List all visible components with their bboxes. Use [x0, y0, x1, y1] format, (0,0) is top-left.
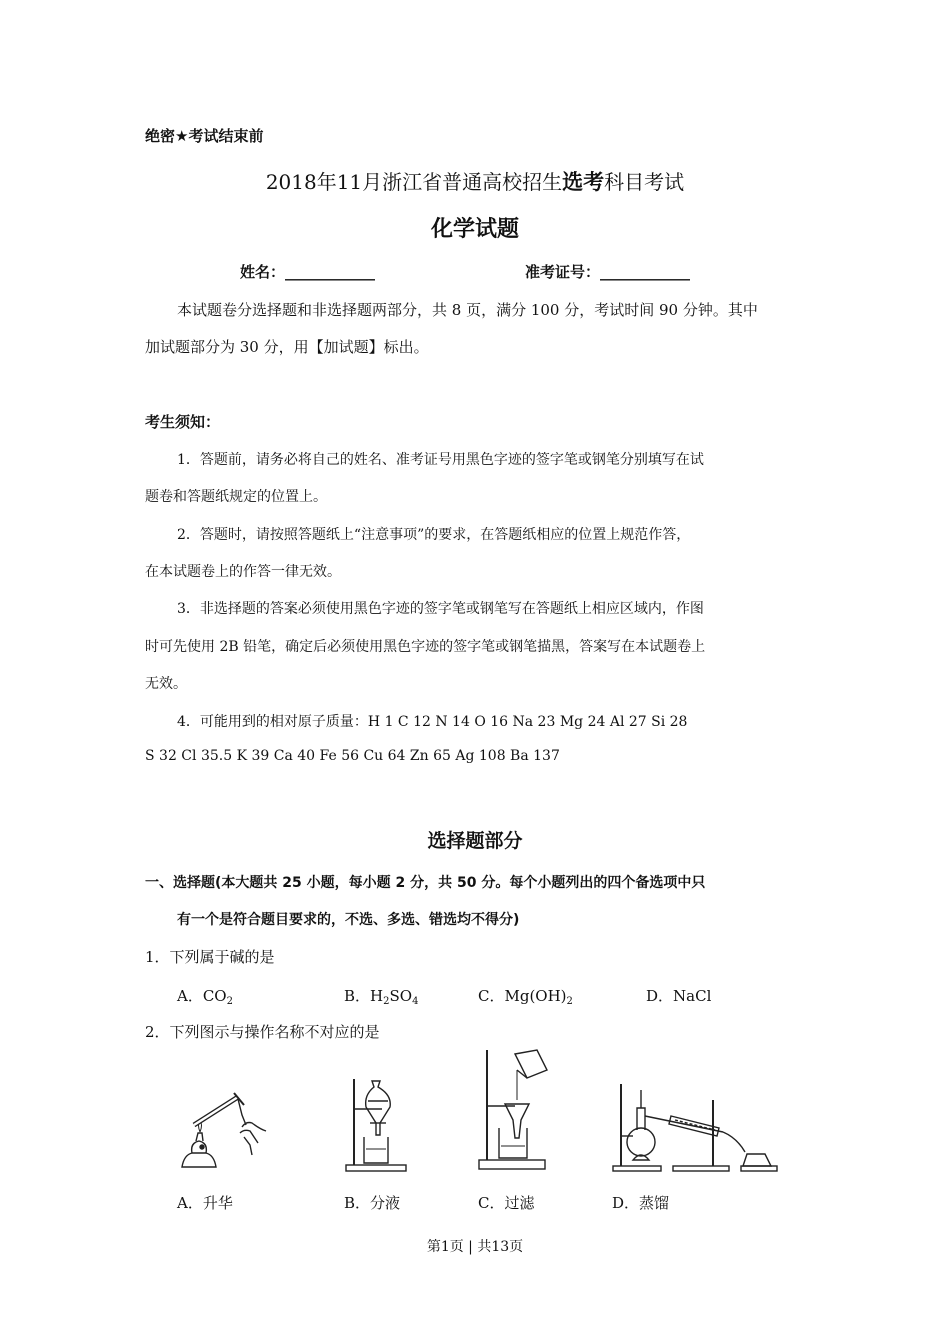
filtration-apparatus-image — [477, 1048, 555, 1174]
atomic-mass-line-2: S 32 Cl 35.5 K 39 Ca 40 Fe 56 Cu 64 Zn 65 Ag 108 Ba 137 — [145, 748, 560, 764]
id-blank: ____________ — [600, 263, 691, 281]
section-heading-line-2: 有一个是符合题目要求的，不选、多选、错选均不得分) — [177, 912, 520, 928]
q1-option-b: B．$H_2SO_4$ — [344, 987, 419, 1007]
q1-stem: 1．下列属于碱的是 — [145, 948, 275, 966]
q2-stem: 2．下列图示与操作名称不对应的是 — [145, 1023, 380, 1041]
atomic-mass-line-1: 4．可能用到的相对原子质量：H 1 C 12 N 14 O 16 Na 23 Mg 24 Al 27 Si 28 — [177, 714, 688, 730]
name-label: 姓名： — [240, 263, 286, 281]
id-label: 准考证号： — [525, 263, 601, 281]
intro-line-1: 本试题卷分选择题和非选择题两部分，共 8 页，满分 100 分，考试时间 90 分钟。其中 — [177, 301, 758, 319]
notice-line: 在本试题卷上的作答一律无效。 — [145, 564, 341, 580]
intro-line-2: 加试题部分为 30 分，用【加试题】标出。 — [145, 338, 429, 356]
q2-option-a: A．升华 — [177, 1194, 233, 1212]
page-footer: 第1页 | 共13页 — [426, 1239, 524, 1255]
q2-option-c: C．过滤 — [478, 1194, 535, 1212]
notice-line: 无效。 — [145, 676, 187, 692]
q1-option-d: D．NaCl — [646, 987, 712, 1005]
section-title: 选择题部分 — [427, 830, 523, 852]
exam-title-post: 科目考试 — [604, 170, 685, 194]
q1-option-a: A．$CO_2$ — [177, 987, 233, 1007]
separatory-funnel-image — [342, 1075, 410, 1175]
subject-title: 化学试题 — [430, 217, 519, 242]
secret-mark: 绝密★考试结束前 — [145, 127, 264, 145]
notice-line: 2．答题时，请按照答题纸上“注意事项”的要求，在答题纸相应的位置上规范作答， — [177, 527, 691, 543]
exam-title-bold: 选考 — [562, 169, 605, 194]
sublimation-apparatus-image — [172, 1085, 272, 1175]
name-field — [240, 261, 375, 282]
notice-line: 3．非选择题的答案必须使用黑色字迹的签字笔或钢笔写在答题纸上相应区域内，作图 — [177, 601, 704, 617]
q2-option-b: B．分液 — [344, 1194, 401, 1212]
exam-title-pre: 2018年11月浙江省普通高校招生 — [265, 170, 563, 194]
id-field — [525, 261, 690, 282]
q2-option-d: D．蒸馏 — [612, 1194, 670, 1212]
exam-title — [0, 166, 950, 196]
notice-line: 1．答题前，请务必将自己的姓名、准考证号用黑色字迹的签字笔或钢笔分别填写在试 — [177, 452, 704, 468]
section-heading-line-1: 一、选择题(本大题共 25 小题，每小题 2 分，共 50 分。每个小题列出的四个备选项中只 — [145, 875, 706, 891]
q1-option-c: C．$Mg(OH)_2$ — [478, 987, 573, 1007]
notice-line: 时可先使用 2B 铅笔，确定后必须使用黑色字迹的签字笔或钢笔描黑，答案写在本试题卷上 — [145, 639, 706, 655]
notice-line: 题卷和答题纸规定的位置上。 — [145, 489, 327, 505]
name-blank: ____________ — [285, 263, 376, 281]
notice-heading: 考生须知： — [145, 413, 221, 431]
distillation-apparatus-image — [611, 1078, 779, 1174]
